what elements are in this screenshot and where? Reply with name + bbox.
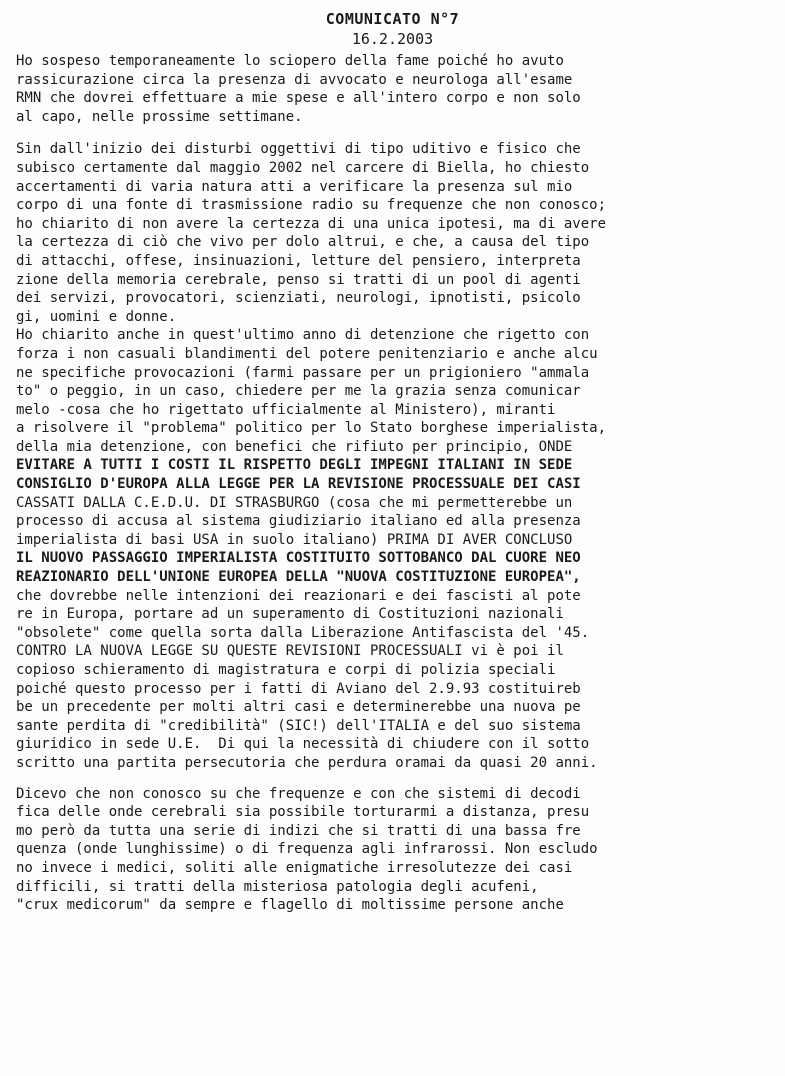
- text-line: copioso schieramento di magistratura e corpi di polizia speciali: [16, 662, 556, 678]
- document-header: [0, 10, 785, 48]
- text-line: scritto una partita persecutoria che perdura oramai da quasi 20 anni.: [16, 754, 598, 771]
- text-line: no invece i medici, soliti alle enigmatiche irresolutezze dei casi: [16, 859, 573, 876]
- text-line: ne specifiche provocazioni (farmi passare per un prigioniero "ammala: [16, 364, 590, 381]
- text-line: di attacchi, offese, insinuazioni, letture del pensiero, interpreta: [16, 252, 581, 269]
- document-body: [16, 52, 776, 915]
- text-line: be un precedente per molti altri casi e determinerebbe una nuova pe: [16, 699, 581, 716]
- text-line: accertamenti di varia natura atti a verificare la presenza sul mio: [16, 178, 573, 195]
- paragraph-1: [16, 52, 776, 126]
- text-line: gi, uomini e donne.: [16, 308, 177, 325]
- text-line: Ho sospeso temporaneamente lo sciopero della fame poiché ho avuto: [16, 53, 564, 69]
- text-line: al capo, nelle prossime settimane.: [16, 108, 303, 125]
- text-line: to" o peggio, in un caso, chiedere per me la grazia senza comunicar: [16, 383, 581, 400]
- text-line: ho chiarito di non avere la certezza di una unica ipotesi, ma di avere: [16, 215, 607, 232]
- text-line: che dovrebbe nelle intenzioni dei reazionari e dei fascisti al pote: [16, 587, 581, 604]
- text-line: Ho chiarito anche in quest'ultimo anno di detenzione che rigetto con: [16, 327, 590, 344]
- text-line: "crux medicorum" da sempre e flagello di moltissime persone anche: [16, 897, 564, 914]
- text-line: mo però da tutta una serie di indizi che si tratti di una bassa fre: [16, 822, 581, 839]
- text-line: a risolvere il "problema" politico per lo Stato borghese imperialista,: [16, 420, 607, 437]
- text-line: RMN che dovrei effettuare a mie spese e all'intero corpo e non solo: [16, 90, 581, 107]
- text-line: CASSATI DALLA C.E.D.U. DI STRASBURGO (cosa che mi permetterebbe un: [16, 494, 573, 511]
- communique-title: COMUNICATO N°7: [325, 10, 460, 28]
- text-line: poiché questo processo per i fatti di Aviano del 2.9.93 costituireb: [16, 680, 581, 697]
- text-line: melo -cosa che ho rigettato ufficialmente al Ministero), miranti: [16, 401, 556, 418]
- text-line: "obsolete" come quella sorta dalla Liberazione Antifascista del '45.: [16, 624, 590, 641]
- text-line: giuridico in sede U.E. Di qui la necessità di chiudere con il sotto: [16, 736, 590, 753]
- text-line: dei servizi, provocatori, scienziati, neurologi, ipnotisti, psicolo: [16, 290, 581, 307]
- text-line: quenza (onde lunghissime) o di frequenza agli infrarossi. Non escludo: [16, 841, 598, 858]
- text-line: imperialista di basi USA in suolo italiano) PRIMA DI AVER CONCLUSO: [16, 531, 573, 548]
- paragraph-3: [16, 326, 776, 772]
- text-line: Dicevo che non conosco su che frequenze e con che sistemi di decodi: [16, 785, 581, 802]
- text-line: IL NUOVO PASSAGGIO IMPERIALISTA COSTITUITO SOTTOBANCO DAL CUORE NEO: [16, 550, 581, 567]
- text-line: corpo di una fonte di trasmissione radio su frequenze che non conosco;: [16, 197, 607, 214]
- text-line: subisco certamente dal maggio 2002 nel carcere di Biella, ho chiesto: [16, 159, 590, 176]
- text-line: della mia detenzione, con benefici che rifiuto per principio, ONDE: [16, 438, 573, 455]
- communique-date: 16.2.2003: [351, 30, 434, 48]
- text-line: CONTRO LA NUOVA LEGGE SU QUESTE REVISIONI PROCESSUALI vi è poi il: [16, 643, 564, 660]
- text-line: la certezza di ciò che vivo per dolo altrui, e che, a causa del tipo: [16, 234, 590, 251]
- text-line: rassicurazione circa la presenza di avvocato e neurologa all'esame: [16, 71, 573, 88]
- text-line: Sin dall'inizio dei disturbi oggettivi di tipo uditivo e fisico che: [16, 141, 581, 158]
- text-line: REAZIONARIO DELL'UNIONE EUROPEA DELLA "NUOVA COSTITUZIONE EUROPEA",: [16, 569, 581, 586]
- text-line: EVITARE A TUTTI I COSTI IL RISPETTO DEGLI IMPEGNI ITALIANI IN SEDE: [16, 457, 573, 474]
- text-line: processo di accusa al sistema giudiziario italiano ed alla presenza: [16, 513, 581, 530]
- paragraph-4: [16, 785, 776, 915]
- text-line: sante perdita di "credibilità" (SIC!) dell'ITALIA e del suo sistema: [16, 717, 581, 734]
- paragraph-2: [16, 140, 776, 326]
- text-line: zione della memoria cerebrale, penso si tratti di un pool di agenti: [16, 271, 581, 288]
- text-line: re in Europa, portare ad un superamento di Costituzioni nazionali: [16, 606, 564, 623]
- text-line: forza i non casuali blandimenti del potere penitenziario e anche alcu: [16, 345, 598, 362]
- text-line: fica delle onde cerebrali sia possibile torturarmi a distanza, presu: [16, 804, 590, 821]
- text-line: CONSIGLIO D'EUROPA ALLA LEGGE PER LA REVISIONE PROCESSUALE DEI CASI: [16, 476, 581, 493]
- text-line: difficili, si tratti della misteriosa patologia degli acufeni,: [16, 878, 539, 895]
